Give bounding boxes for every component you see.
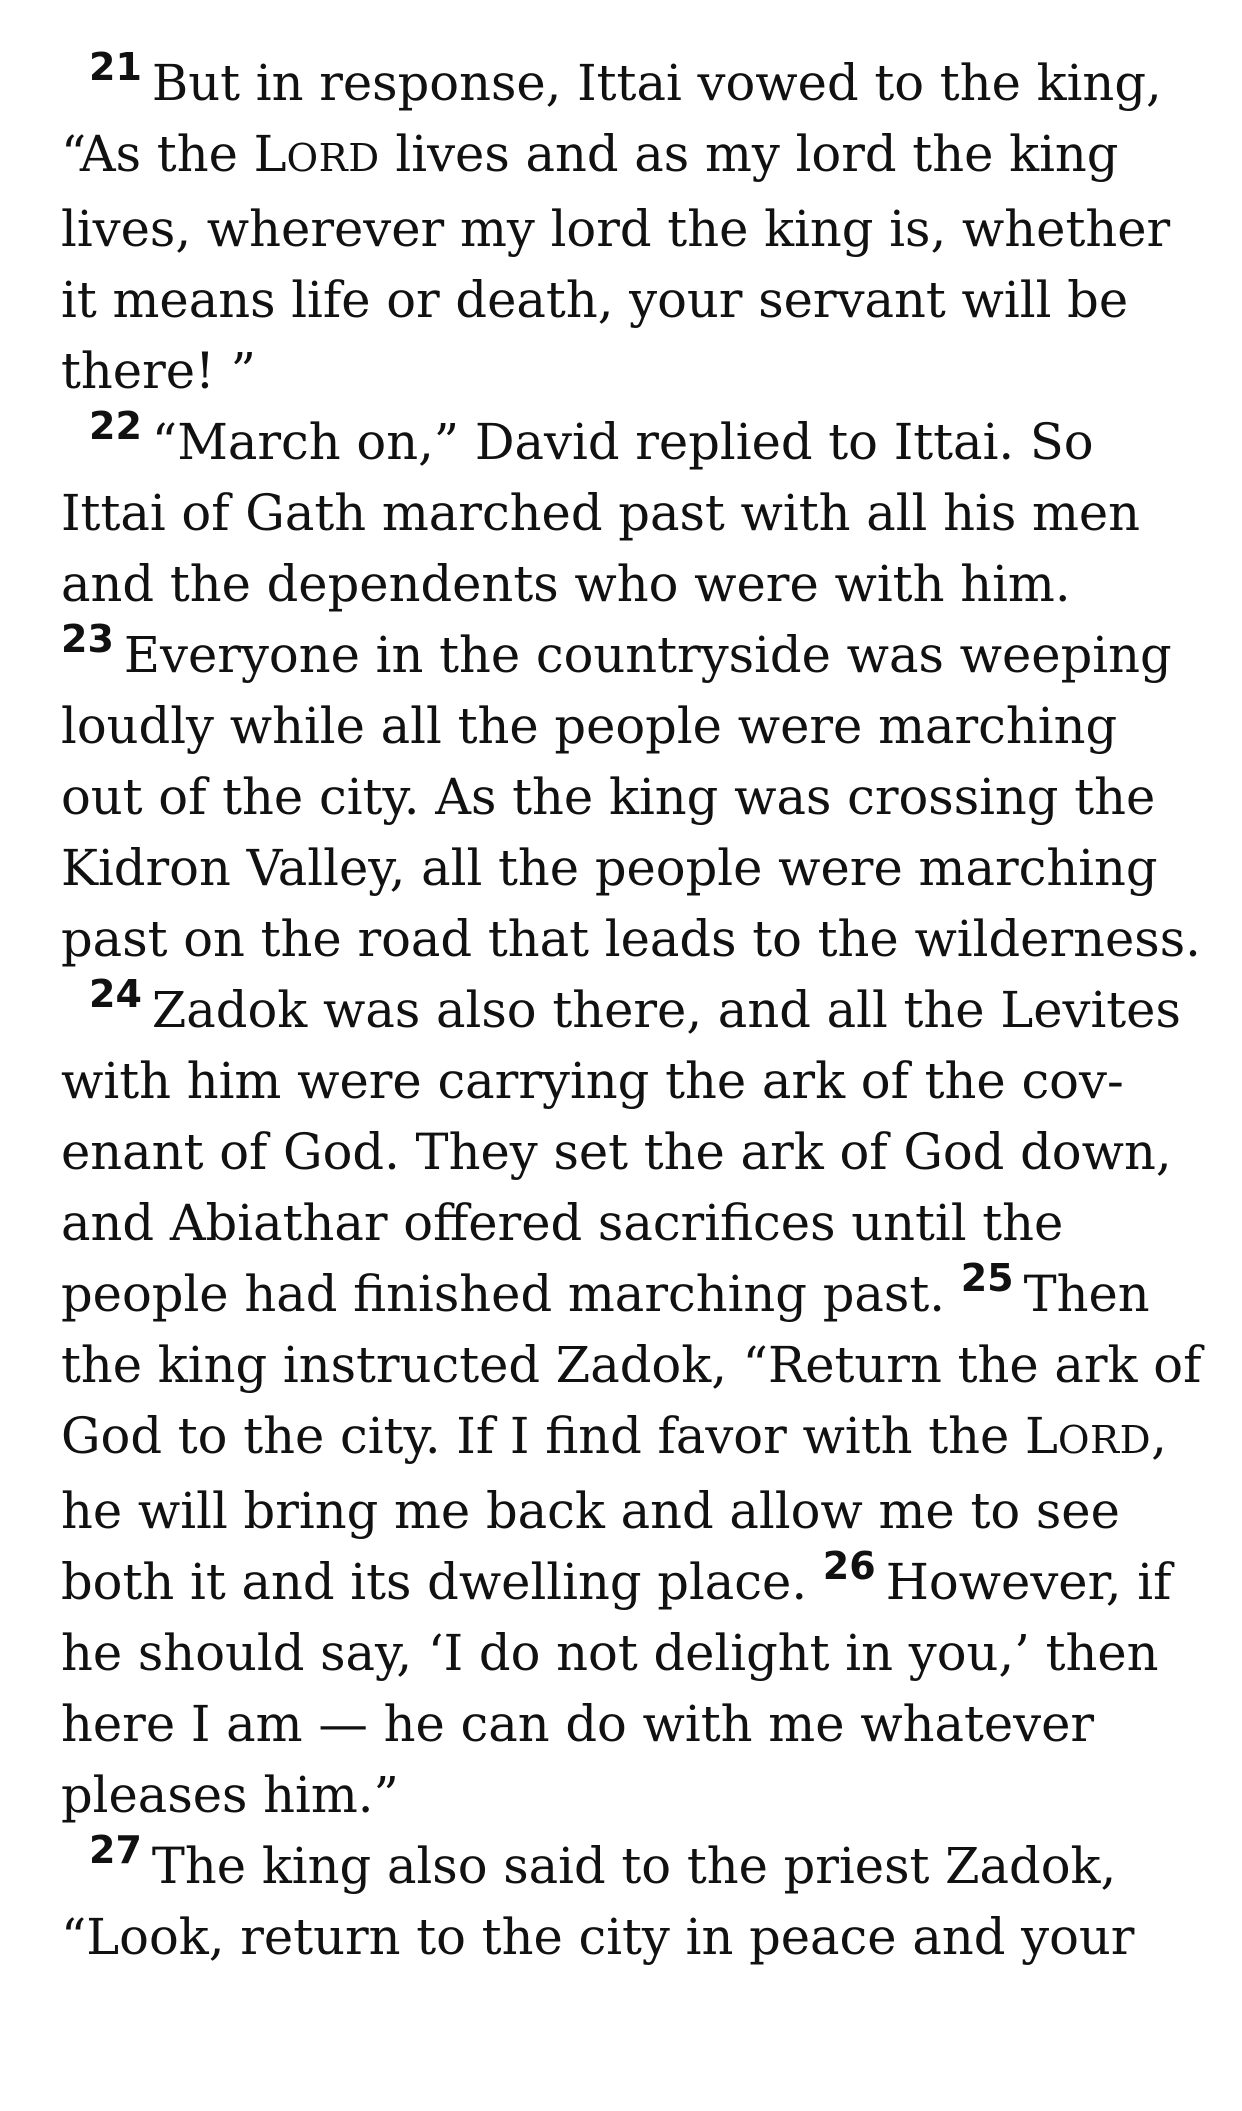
verse-text-segment: Zadok was also there, and all the Levites with him were carrying the ark of the covenant of God. They set the ark of God down, and Abiathar offered sacrifices until the people had finished marching past. [61,981,1181,1323]
verse-text-segment: , he will bring me back and allow me to see both it and its dwelling place. [61,1407,1167,1611]
verse-text[interactable] [61,1837,1134,1966]
verse-number[interactable]: 21 [89,45,142,89]
scripture-reader [61,45,1211,1973]
verse-number[interactable]: 26 [822,1544,876,1588]
verse-text-segment: L [253,125,287,183]
verse-number[interactable]: 22 [89,404,142,448]
verse-text-segment: “March on,” David replied to Ittai. So Ittai of Gath marched past with all his men and the dependents who were with him. [61,413,1141,613]
verse-text[interactable] [61,626,1201,968]
verse-text-segment: Then the king instructed Zadok, “Return the ark of God to the city. If I find favor with the [61,1265,1202,1465]
verse-text-segment: However, if he should say, ‘I do not delight in you,’ then here I am — he can do with me whatever pleases him.” [61,1553,1172,1824]
verse-number[interactable]: 24 [89,972,142,1016]
paragraph [61,1828,1211,1973]
verse-text[interactable] [61,413,1140,613]
verse-text-segment: Everyone in the countryside was weeping loudly while all the people were marching out of the city. As the king was crossing the Kidron Valley, all the people were marching past on the road that leads to the wilderness. [61,626,1201,968]
verse-text[interactable] [61,54,1170,400]
verse-number[interactable]: 27 [89,1828,142,1872]
verse-text-segment: lives and as my lord the king lives, wherever my lord the king is, whether it means life or death, your servant will be there! ” [61,125,1171,400]
paragraph [61,972,1211,1831]
verse-number[interactable]: 25 [960,1256,1014,1300]
verse-text-segment: But in response, Ittai vowed to the king, “As the [61,54,1162,183]
small-caps-text: ORD [1057,1418,1152,1463]
verse-number[interactable]: 23 [61,617,114,661]
paragraph [61,404,1211,975]
verse-text-segment: L [1025,1407,1058,1465]
paragraph [61,45,1211,407]
small-caps-text: ORD [286,136,380,181]
verse-text-segment: The king also said to the priest Zadok, “Look, return to the city in peace and your [61,1837,1135,1966]
